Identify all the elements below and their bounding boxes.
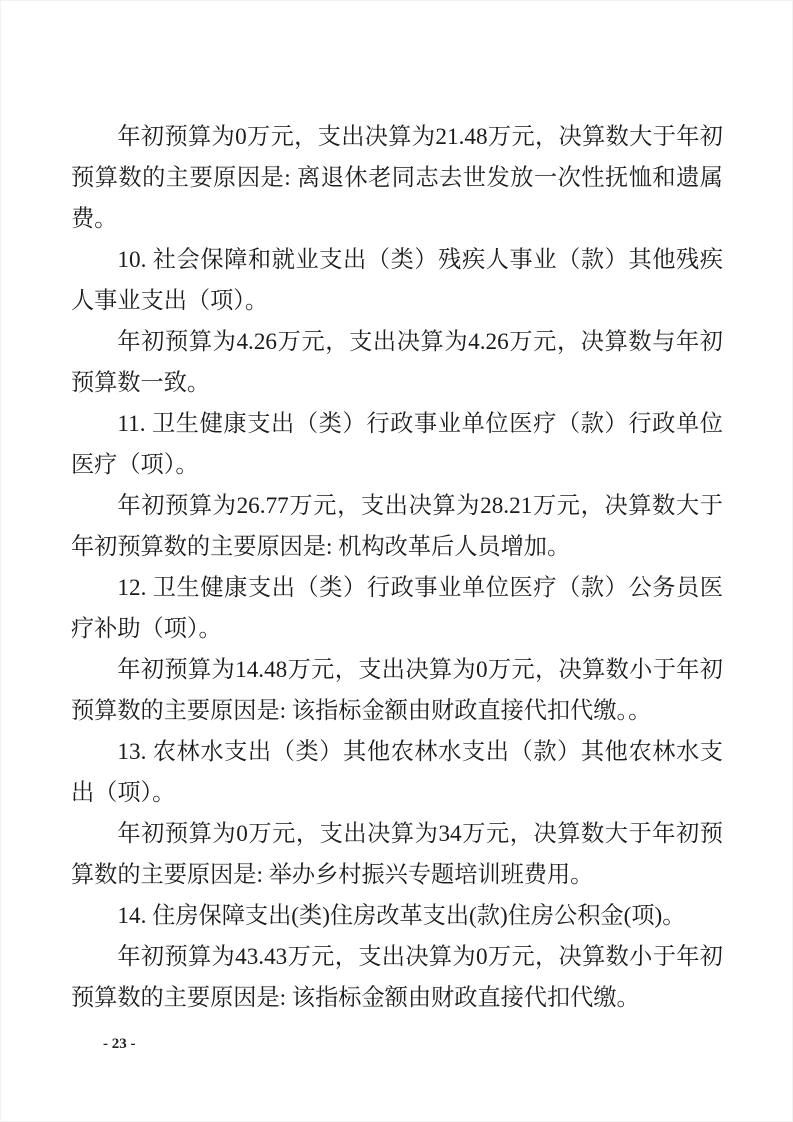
paragraph-item13-title: 13. 农林水支出（类）其他农林水支出（款）其他农林水支出（项）。 [71, 739, 723, 806]
paragraph-item10-detail: 年初预算为4.26万元，支出决算为4.26万元，决算数与年初预算数一致。 [71, 329, 723, 396]
paragraph-continuation-item9-detail: 年初预算为0万元，支出决算为21.48万元，决算数大于年初预算数的主要原因是: 离退休老同志去世发放一次性抚恤和遗属费。 [71, 124, 723, 232]
paragraph-item14-detail: 年初预算为43.43万元，支出决算为0万元，决算数小于年初预算数的主要原因是: 该指标金额由财政直接代扣代缴。 [71, 944, 723, 1011]
paragraph-item12-title: 12. 卫生健康支出（类）行政事业单位医疗（款）公务员医疗补助（项）。 [71, 575, 723, 642]
paragraph-item11-detail: 年初预算为26.77万元，支出决算为28.21万元，决算数大于年初预算数的主要原因是: 机构改革后人员增加。 [71, 493, 723, 560]
paragraph-item13-detail: 年初预算为0万元，支出决算为34万元，决算数大于年初预算数的主要原因是: 举办乡村振兴专题培训班费用。 [71, 821, 723, 888]
paragraph-item12-detail: 年初预算为14.48万元，支出决算为0万元，决算数小于年初预算数的主要原因是: 该指标金额由财政直接代扣代缴。。 [71, 657, 723, 724]
paragraph-item14-title: 14. 住房保障支出(类)住房改革支出(款)住房公积金(项)。 [117, 903, 686, 929]
paragraph-item10-title: 10. 社会保障和就业支出（类）残疾人事业（款）其他残疾人事业支出（项）。 [71, 247, 723, 314]
page-number: - 23 - [103, 1036, 136, 1052]
paragraph-item11-title: 11. 卫生健康支出（类）行政事业单位医疗（款）行政单位医疗（项）。 [71, 411, 723, 478]
document-body [71, 117, 723, 1019]
